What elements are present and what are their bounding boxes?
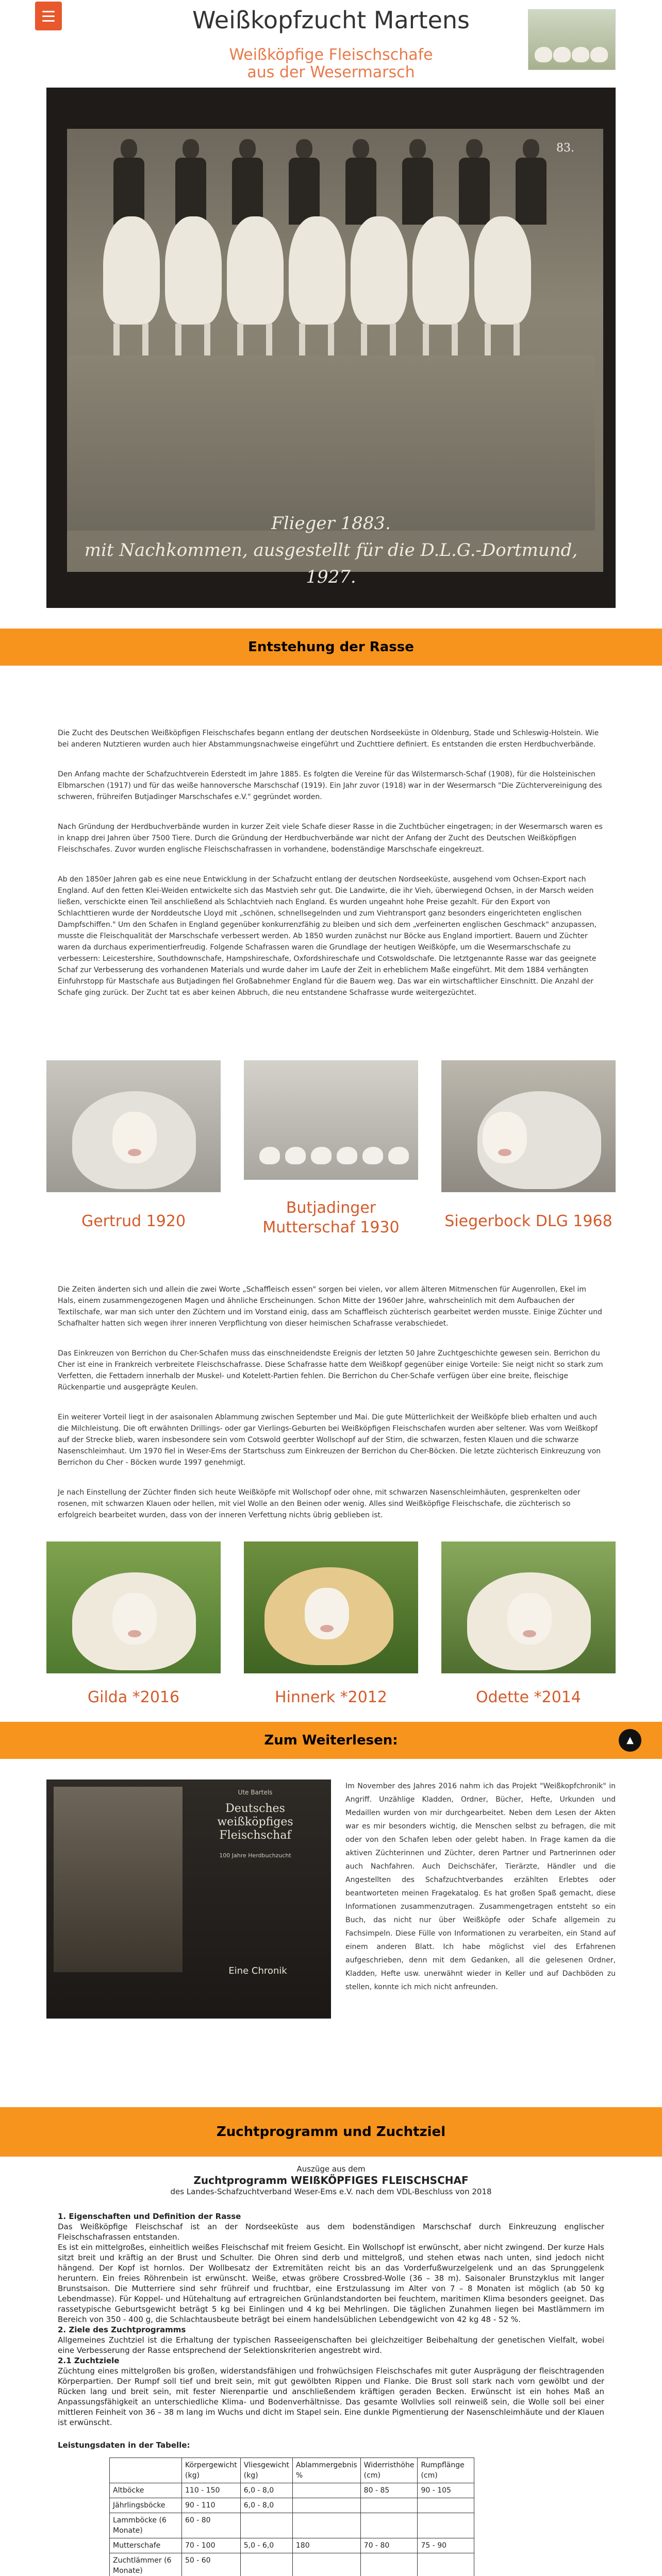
- table-row: [110, 2553, 474, 2576]
- zp-intro1: Auszüge aus dem: [296, 2164, 366, 2174]
- book-cover-photo: [54, 1787, 183, 1972]
- table-cell: Lammböcke (6 Monate): [110, 2513, 182, 2538]
- paragraph: Die Zeiten änderten sich und allein die zwei Worte „Schaffleisch essen" sorgen bei vielen, vor allem älteren Mitmenschen für Augenrollen, Ekel im Hals, einem zusammengezogenen Magen und ähnliche Erscheinungen. Schon Mitte der 1960er Jahre, wahrscheinlich mit dem Aufbauchen der Textilschafe, war man sich unter den Züchtern und im Vorstand einig, dass am Schaffleisch züchterisch gearbeitet werden musste. Einige Züchter und Schafhalter hatten sich wegen ihrer inneren Verpflichtung von dieser heimischen Schafrasse verabschiedet.: [58, 1285, 602, 1328]
- table-cell: [292, 2553, 360, 2576]
- paragraph: Den Anfang machte der Schafzuchtverein Ederstedt im Jahre 1885. Es folgten die Vereine für das Wilstermarsch-Schaf (1908), für die Holsteinischen Elbmarschen (1917) und für das weiße hannoversche Marschschaf (1919). Ein Jahr zuvor (1918) war in der Wesermarsch "Die Züchtervereinigung des schweren, frühreifen Butjadinger Marschschafes e.V." gegründet worden.: [58, 770, 602, 801]
- table-cell: 6,0 - 8,0: [240, 2498, 292, 2513]
- table-cell: [418, 2513, 474, 2538]
- photo-label: Butjadinger Mutterschaf 1930: [262, 1199, 400, 1236]
- paragraph: Es ist ein mittelgroßes, einheitlich weißes Fleischschaf mit freiem Gesicht. Ein Wollschopf ist erwünscht, aber nicht zwingend. Der kurze Hals sitzt breit und kräftig an der Brust und Schulter. Die Ohren sind derb und mittelgroß, und stehen etwas nach unten, sind jedoch nicht hängend. Der Kopf ist hornlos. Der Wollbesatz der Extremitäten reicht bis an das Vorderfußwurzelgelenk und an das Sprunggelenk heruntern. Ein freies Röhrenbein ist erwünscht. Weiße, etwas gröbere Crossbred-Wolle (36 – 38 m). Saisonaler Brunstzyklus mit langer Brunstsaison. Die Mutterriere sind sehr frühreif und fruchtbar, eine Erstzulassung im Alter von 7 – 8 Monaten ist möglich (ab 50 kg Lebendmasse). Für Koppel- und Hütehaltung auf ertragreichen Grünlandstandorten bei feuchtem, maritimen Klima besonders geeignet. Das rassetypische Geburtsgewicht beträgt 5 kg bei Einlingen und 4 kg bei Mehrlingen. Die täglichen Zunahmen liegen bei Mastlämmern im Bereich von 350 - 400 g, die Schlachtausbeute beträgt bei einem handelsüblichen Lebendgewicht von 42 kg 48 - 52 %.: [58, 2243, 604, 2324]
- table-row: [110, 2498, 474, 2513]
- table-cell: 80 - 85: [360, 2483, 418, 2498]
- table-cell: 60 - 80: [182, 2513, 241, 2538]
- table-cell: Jährlingsböcke: [110, 2498, 182, 2513]
- photo-card-siegerbock[interactable]: [441, 1060, 616, 1238]
- photo-label: Gilda *2016: [87, 1688, 180, 1706]
- table-cell: [418, 2498, 474, 2513]
- table-cell: [292, 2498, 360, 2513]
- zp-h3: 2.1 Zuchtziele: [58, 2356, 120, 2365]
- hero-photo-number: 83.: [556, 142, 574, 155]
- photo-card-gertrud[interactable]: [46, 1060, 221, 1238]
- table-cell: Zuchtlämmer (6 Monate): [110, 2553, 182, 2576]
- paragraph: Nach Gründung der Herdbuchverbände wurden in kurzer Zeit viele Schafe dieser Rasse in die Zuchtbücher eingetragen; in der Wesermarsch waren es in knapp drei Jahren über 7500 Tiere. Durch die Gründung der Herdbuchverbände war nicht der Anfang der Zucht des Deutschen Weißköpfigen Fleischschafes. Zuvor wurden englische Fleischschafrassen in vorhandene, bodenständige Marschschafe eingekreuzt.: [58, 823, 603, 854]
- hero-historic-photo: [46, 88, 616, 608]
- photo-hinnerk: [244, 1541, 418, 1673]
- hero-caption-line1: Flieger 1883.: [271, 513, 391, 534]
- book-bottom-title: Eine Chronik: [228, 1965, 287, 1976]
- paragraph: Das Einkreuzen von Berrichon du Cher-Schafen muss das einschneidendste Ereignis der letzten 50 Jahre Zuchtgeschichte gewesen sein. Berrichon du Cher ist eine in Frankreich verbreitete Fleischschafrasse. Diese Schafrasse hatte dem Weißkopf gegenüber einige Vorteile: Sie neigt nicht so stark zum Verfetten, die Fettadern innerhalb der Muskel- und Kotelett-Partien fehlen. Die Berrichon du Cher-Schafe verfügen über eine breite, fleischige Rückenpartie und ausgeprägte Keulen.: [58, 1349, 603, 1392]
- book-author: Ute Bartels: [238, 1789, 273, 1796]
- paragraph: Züchtung eines mittelgroßen bis großen, widerstandsfähigen und frohwüchsigen Fleischschafes mit guter Ausprägung der fleischtragenden Körperpartien. Der Rumpf soll tief und breit sein, mit gut gewölbten Rippen und Flanke. Die Brust soll stark nach vorn gewölbt und der Rücken lang und breit sein, mit fester Nierenpartie und anschließendem kräftigen geraden Becken. Erwünscht ist ein hohes Maß an Anpassungsfähigkeit an unterschiedliche Klima- und Bodenverhältnisse. Das gesamte Wollvlies soll reinweiß sein, die Wolle soll bei einer mittleren Feinheit von 36 – 38 m lang im Wuchs und dicht im Stapel sein. Eine dunkle Pigmentierung der Nasenschleimhäute und der Klauen ist erwünscht.: [58, 2366, 604, 2427]
- zp-heading: Zuchtprogramm WEIßKÖPFIGES FLEISCHSCHAF: [193, 2174, 469, 2187]
- table-cell: [418, 2553, 474, 2576]
- paragraph: Je nach Einstellung der Züchter finden sich heute Weißköpfe mit Wollschopf oder ohne, mit schwarzen Nasenschleimhäuten, gesprenkelten oder rosenen, mit schwarzen Klauen oder hellen, mit viel Wolle an den Beinen oder wenig. Alles sind Weißköpfige Fleischschafe, die züchterisch so erfolgreich bearbeitet wurden, dass von der inneren Verfettung nichts übrig geblieben ist.: [58, 1488, 581, 1519]
- arrow-up-icon[interactable]: ▲: [619, 1729, 641, 1752]
- table-cell: 50 - 60: [182, 2553, 241, 2576]
- photo-label: Siegerbock DLG 1968: [444, 1212, 613, 1230]
- zuchtprogramm-content: [58, 2164, 604, 2576]
- table-cell: 70 - 100: [182, 2538, 241, 2553]
- table-cell: [360, 2513, 418, 2538]
- site-title: Weißkopfzucht Martens: [192, 6, 470, 34]
- paragraph: Ein weiterer Vorteil liegt in der asaisonalen Ablammung zwischen September und Mai. Die gute Mütterlichkeit der Weißköpfe blieb erhalten und auch die Milchleistung. Die oft erwähnten Drillings- oder gar Vierlings-Geburten bei Weißköpfigen Fleischschafen wurden aber seltener. Was vom Weißkopf auf der Strecke blieb, waren insbesondere sein vom Cotswold geerbter Wollschopf auf der Stirn, die schwarzen, festen Klauen und die schwarze Nasenschleimhaut. Um 1970 fiel in Weser-Ems der Startschuss zum Einkreuzen der Berrichon du Cher-Böcken. Die letzte züchterisch Einkreuzung von Berrichon du Cher - Böcken wurde 1997 genehmigt.: [58, 1413, 601, 1467]
- table-cell: 180: [292, 2538, 360, 2553]
- table-cell: Altböcke: [110, 2483, 182, 2498]
- photo-card-gilda[interactable]: [46, 1541, 221, 1707]
- table-header: Rumpflänge (cm): [418, 2458, 474, 2483]
- table-cell: [292, 2483, 360, 2498]
- table-header-row: [110, 2458, 474, 2483]
- photo-butjadinger: [244, 1060, 418, 1180]
- table-cell: [240, 2513, 292, 2538]
- book-section: [46, 1780, 616, 2019]
- zp-h2: 2. Ziele des Zuchtprogramms: [58, 2325, 186, 2334]
- header-sheep-image: [528, 9, 616, 70]
- paragraph: Das Weißköpfige Fleischschaf ist an der Nordseeküste aus dem bodenständigen Marschschaf durch Einkreuzung englischer Fleischschafrassen entstanden.: [58, 2222, 604, 2242]
- table-row: [110, 2513, 474, 2538]
- zp-h1: 1. Eigenschaften und Definition der Rasse: [58, 2212, 241, 2221]
- table-cell: 90 - 105: [418, 2483, 474, 2498]
- paragraph: Ab den 1850er Jahren gab es eine neue Entwicklung in der Schafzucht entlang der deutschen Nordseeküste, ausgehend vom Ochsen-Export nach England. Auf den fetten Klei-Weiden entwickelte sich das Mastvieh sehr gut. Die Landwirte, die ihr Vieh, überwiegend Ochsen, in der Marsch weiden ließen, verschickte einen Teil anschließend als Schlachtvieh nach England. Es wurden ungeahnt hohe Preise gezahlt. Für den Export von Schlachttieren wurde der Norddeutsche Lloyd mit „schönen, schnellsegelnden und zum Viehtransport ganz besonders eingerichteten englischen Dampfschiffen." Um den Schafen in England gegenüber konkurrenzfähig zu bleiben und sich dem „verfeinerten englischen Geschmack" anzupassen, musste die Fleischqualität der Marschschafe verbessert werden. Ab 1850 wurden zunächst nur Böcke aus England importiert. Bauern und Züchter waren da durchaus experimentierfreudig. Folgende Schafrassen waren die Grundlage der heutigen Weißköpfe, um die Wesermarschschafe zu verbessern: Leicestershire, Southdownschafe, Hampshireschafe, Oxfordshireschafe und Cotswoldschafe. Die letztgenannte Rasse war das geeignete Schaf zur Verbesserung des vorhandenen Materials und wurde daher im Laufe der Zeit in erheblichem Maße eingeführt. Mit dem 1884 verhängten Einfuhrstopp für Mastschafe aus Butjadingen fiel Großabnehmer England für die Bauern weg. Das war ein wirtschaftlicher Einschnitt. Die Anzahl der Schafe ging zurück. Der Zucht tat es aber keinen Abbruch, die neu entstandene Schafrasse wurde weitergezüchtet.: [58, 875, 597, 997]
- table-cell: 90 - 110: [182, 2498, 241, 2513]
- book-cover-image[interactable]: [46, 1780, 331, 2019]
- table-title: Leistungsdaten in der Tabelle:: [58, 2441, 190, 2450]
- photo-card-hinnerk[interactable]: [244, 1541, 418, 1707]
- section-title-weiterlesen: [0, 1722, 662, 1759]
- photo-label: Odette *2014: [476, 1688, 581, 1706]
- section-title-zuchtprogramm: Zuchtprogramm und Zuchtziel: [0, 2107, 662, 2157]
- table-header: Körpergewicht (kg): [182, 2458, 241, 2483]
- table-cell: 70 - 80: [360, 2538, 418, 2553]
- hero-caption: [46, 510, 616, 590]
- table-cell: Mutterschafe: [110, 2538, 182, 2553]
- leistungsdaten-table: [109, 2458, 474, 2576]
- photo-label: Gertrud 1920: [81, 1212, 186, 1230]
- table-row: [110, 2483, 474, 2498]
- section-entstehung-text: [58, 727, 604, 998]
- photo-gertrud: [46, 1060, 221, 1192]
- table-header: Widerristhöhe (cm): [360, 2458, 418, 2483]
- table-cell: [240, 2553, 292, 2576]
- table-cell: 75 - 90: [418, 2538, 474, 2553]
- book-title: Deutsches weißköpfiges Fleischschaf: [217, 1802, 293, 1842]
- table-row: [110, 2538, 474, 2553]
- table-header: Ablammergebnis %: [292, 2458, 360, 2483]
- zp-intro2: des Landes-Schafzuchtverband Weser-Ems e.V. nach dem VDL-Beschluss von 2018: [170, 2187, 492, 2196]
- table-cell: 5,0 - 6,0: [240, 2538, 292, 2553]
- paragraph: Die Zucht des Deutschen Weißköpfigen Fleischschafes begann entlang der deutschen Nordseeküste in Oldenburg, Stade und Schleswig-Holstein. Wie bei anderen Nutztieren wurden auch hier Abstammungsnachweise eingeführt und Zuchttiere definiert. Es entstanden die ersten Herdbuchverbände.: [58, 729, 599, 749]
- table-cell: 110 - 150: [182, 2483, 241, 2498]
- photo-card-butjadinger[interactable]: [244, 1060, 418, 1238]
- historic-photo-gallery: [46, 1060, 616, 1238]
- photo-odette: [441, 1541, 616, 1673]
- current-photo-gallery: [46, 1541, 616, 1707]
- book-subtitle: 100 Jahre Herdbuchzucht: [219, 1852, 291, 1859]
- paragraph: Allgemeines Zuchtziel ist die Erhaltung der typischen Rasseeigenschaften bei gleichzeitiger Beibehaltung der genetischen Vielfalt, wobei eine Verbesserung der Rasse entsprechend der Selektionskriterien angestrebt wird.: [58, 2335, 604, 2355]
- section-history-text: [58, 1284, 604, 1521]
- site-header: [0, 0, 662, 82]
- hero-caption-line2: mit Nachkommen, ausgestellt für die D.L.G.-Dortmund,: [84, 540, 578, 561]
- section-title-text: Zum Weiterlesen:: [264, 1733, 398, 1748]
- table-header: [110, 2458, 182, 2483]
- section-title-entstehung: Entstehung der Rasse: [0, 629, 662, 666]
- hero-caption-line3: 1927.: [306, 567, 356, 587]
- table-cell: [360, 2498, 418, 2513]
- table-cell: 6,0 - 8,0: [240, 2483, 292, 2498]
- table-cell: [292, 2513, 360, 2538]
- book-description: Im November des Jahres 2016 nahm ich das Projekt "Weißkopfchronik" in Angriff. Unzählige Kladden, Ordner, Bücher, Hefte, Urkunden und Medaillen wurden von mir durchgearbeitet. Neben dem Lesen der Akten war es mir besonders wichtig, die Menschen selbst zu befragen, die mit oder von den Schafen leben oder gelebt haben. In Frage kamen da die aktiven Züchterinnen und Züchter, deren Partner und Partnerinnen oder auch Nachfahren. Auch Deichschäfer, Tierärzte, Händler und die Angestellten des Schafzuchtverbandes erzählten Erlebtes oder beantworteten meinen Fragekatalog. Es hat großen Spaß gemacht, diese Informationen zusammenzutragen. Zusammengetragen entsteht so ein Buch, das nicht nur über Weißköpfe oder Schafe allgemein zu Fachsimpeln. Diese Fülle von Informationen zu verarbeiten, ein Stand auf einem anderen Blatt. Ich habe möglichst viel des Erfahrenen aufgeschrieben, denn mit dem Gedanken, all die gelesenen Ordner, Kladden, Hefte usw. unerwähnt wieder in Keller und auf Dachböden zu stellen, konnte ich mich nicht anfreunden.: [345, 1782, 616, 1991]
- table-header: Vliesgewicht (kg): [240, 2458, 292, 2483]
- site-subtitle-text: Weißköpfige Fleischschafe aus der Wesermarsch: [229, 46, 433, 81]
- photo-card-odette[interactable]: [441, 1541, 616, 1707]
- photo-label: Hinnerk *2012: [275, 1688, 387, 1706]
- table-cell: [360, 2553, 418, 2576]
- photo-siegerbock: [441, 1060, 616, 1192]
- photo-gilda: [46, 1541, 221, 1673]
